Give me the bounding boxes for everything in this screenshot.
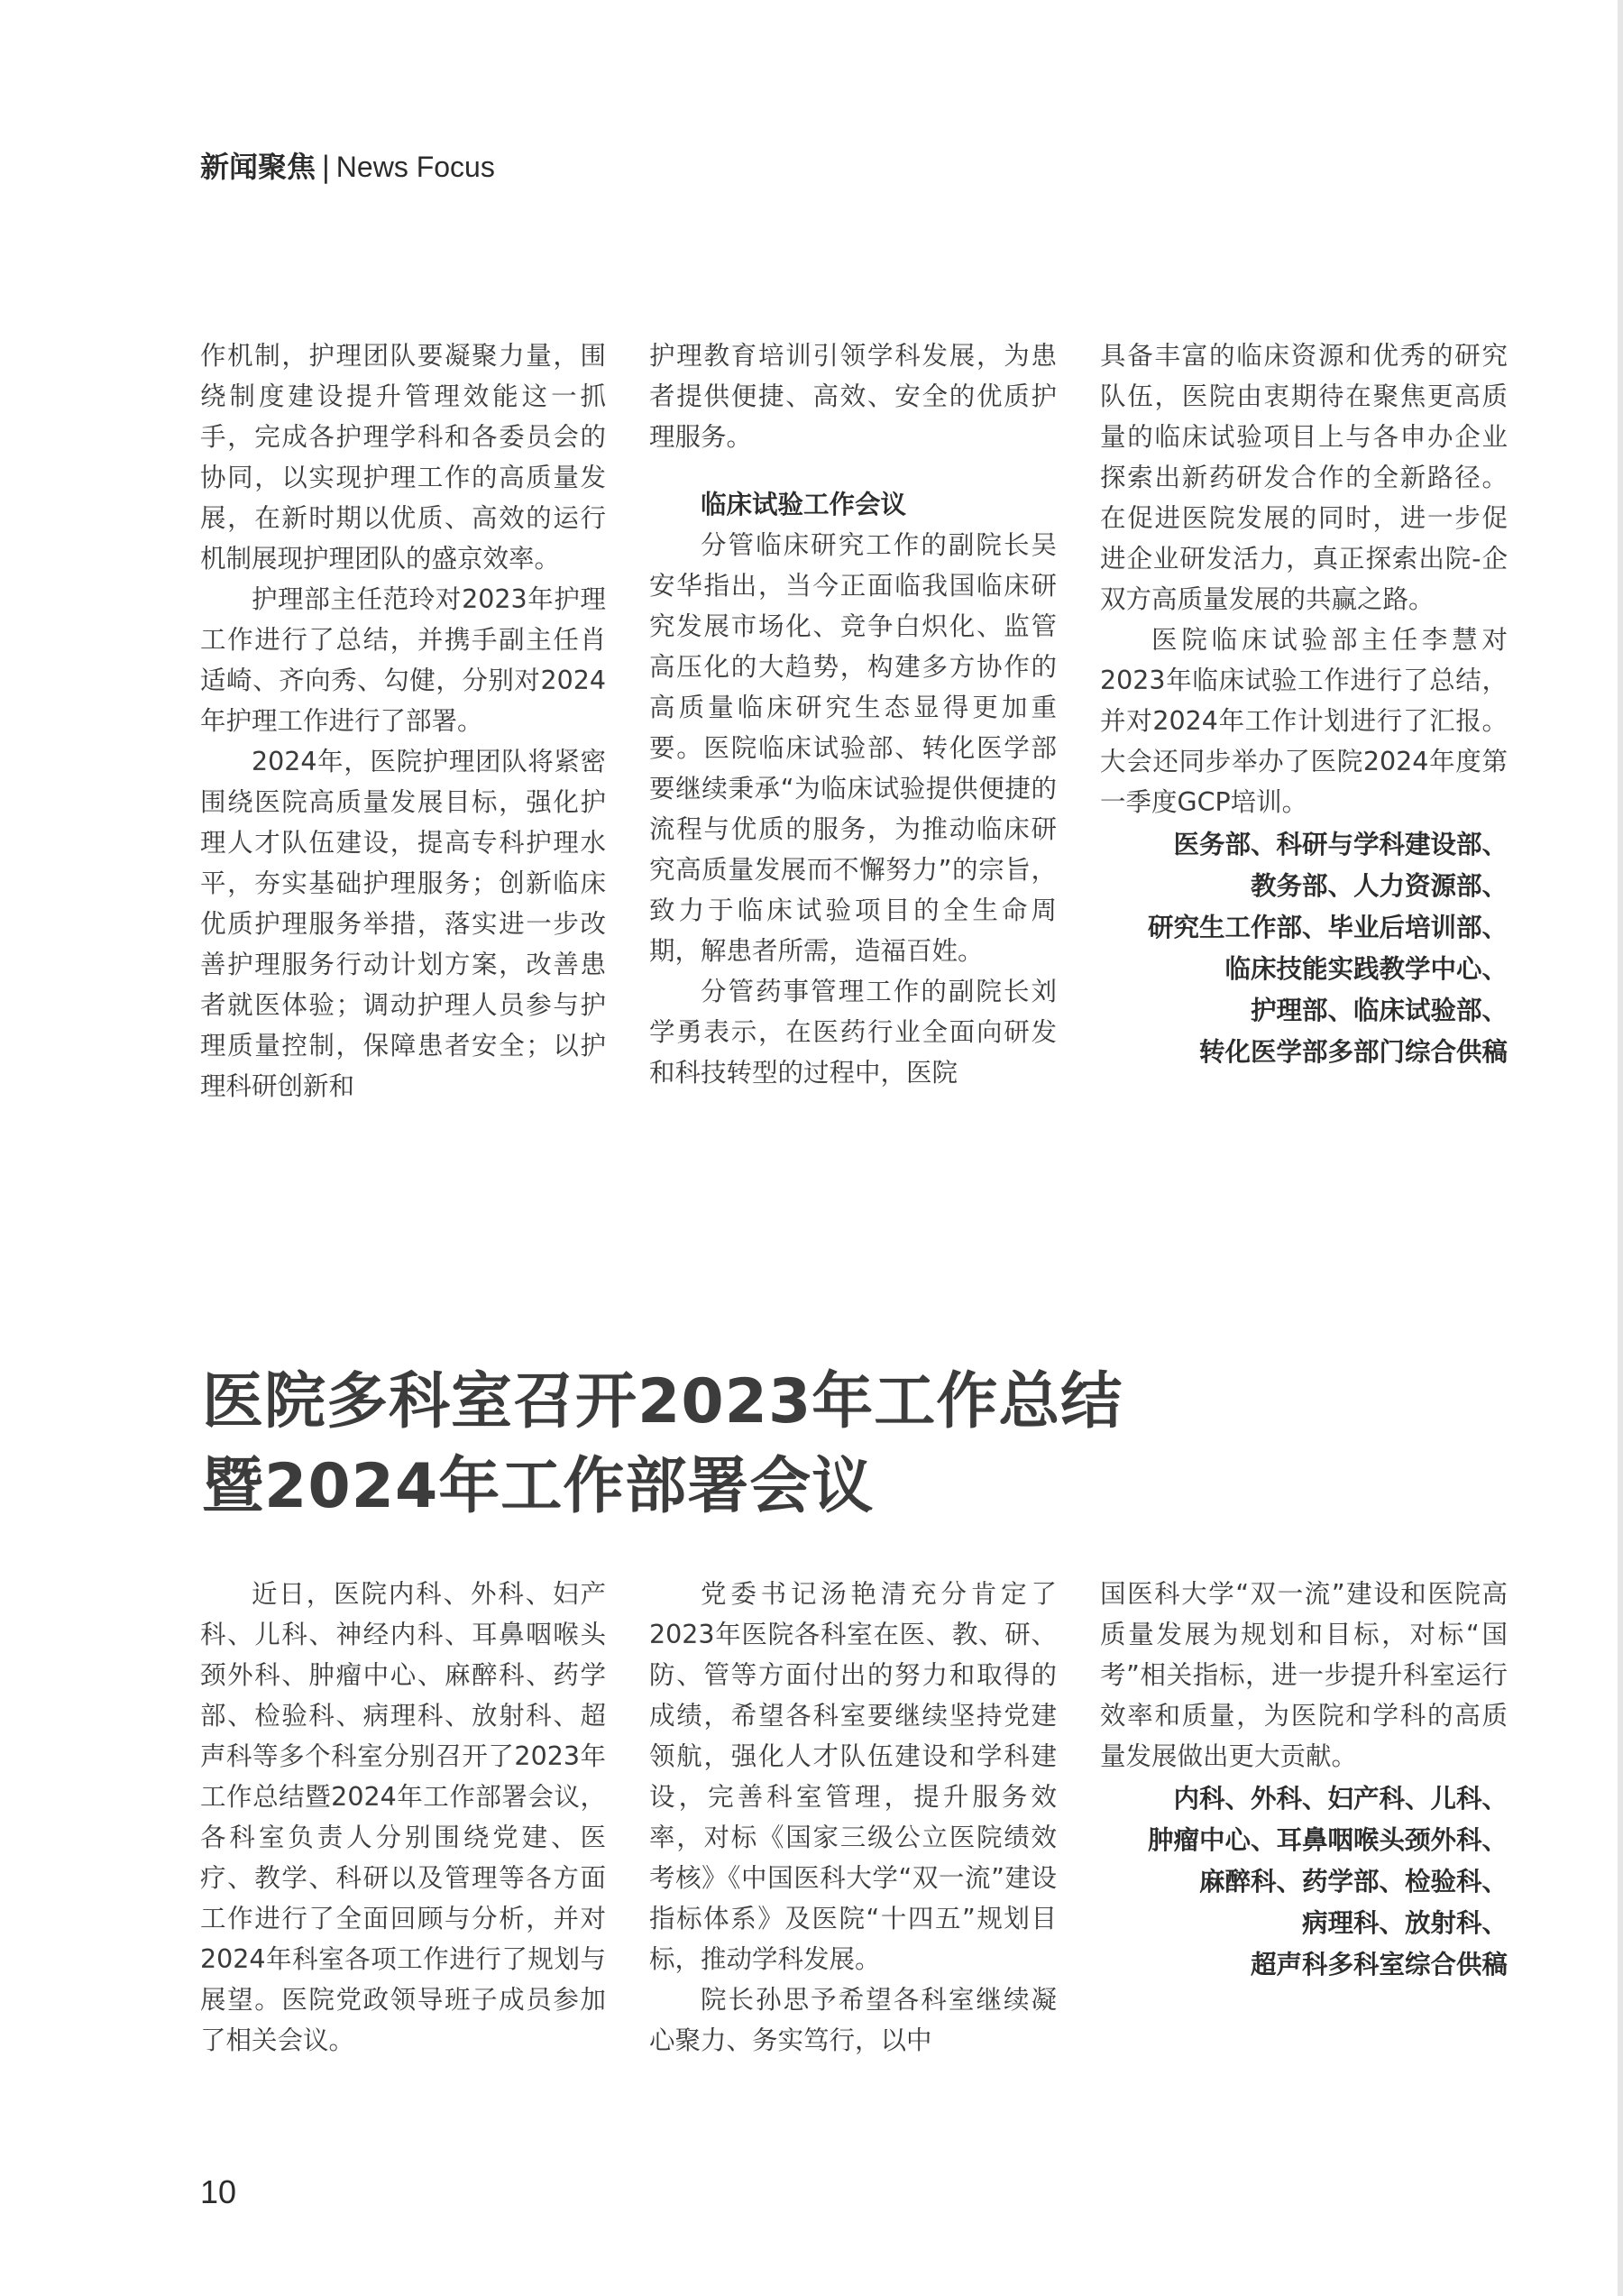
- article2-column-2: [649, 1574, 1057, 2061]
- credit-line: 教务部、人力资源部、: [1250, 871, 1508, 901]
- section-separator: |: [321, 150, 331, 184]
- article2-credits: [1100, 1778, 1508, 1986]
- credit-line: 研究生工作部、毕业后培训部、: [1147, 913, 1508, 942]
- paragraph: 护理教育培训引领学科发展，为患者提供便捷、高效、安全的优质护理服务。: [649, 341, 1057, 452]
- paragraph: 护理部主任范玲对2023年护理工作进行了总结，并携手副主任肖适崎、齐向秀、勾健，分别对2024年护理工作进行了部署。: [200, 584, 606, 736]
- paragraph: 分管药事管理工作的副院长刘学勇表示，在医药行业全面向研发和科技转型的过程中，医院: [649, 977, 1057, 1088]
- article1-credits: [1100, 824, 1508, 1073]
- subheading: 临床试验工作会议: [701, 490, 907, 519]
- paragraph: 院长孙思予希望各科室继续凝心聚力、务实笃行，以中: [649, 1985, 1057, 2055]
- paragraph: 作机制，护理团队要凝聚力量，围绕制度建设提升管理效能这一抓手，完成各护理学科和各委员会的协同，以实现护理工作的高质量发展，在新时期以优质、高效的运行机制展现护理团队的盛京效率。: [200, 341, 606, 574]
- page-number: 10: [200, 2173, 237, 2210]
- article1-column-2: [649, 335, 1057, 1093]
- article1-column-1: [200, 335, 606, 1107]
- title-line: 暨2024年工作部署会议: [202, 1451, 875, 1522]
- credit-line: 护理部、临床试验部、: [1250, 996, 1508, 1025]
- section-title-en: News Focus: [335, 151, 495, 183]
- article2-column-3: [1100, 1574, 1508, 1986]
- section-header: [200, 144, 495, 186]
- page-edge-divider: [1618, 0, 1623, 2296]
- section-title-cn: 新闻聚焦: [200, 150, 316, 184]
- credit-line: 麻醉科、药学部、检验科、: [1198, 1867, 1508, 1896]
- paragraph: 具备丰富的临床资源和优秀的研究队伍，医院由衷期待在聚焦更高质量的临床试验项目上与各申办企业探索出新药研发合作的全新路径。在促进医院发展的同时，进一步促进企业研发活力，真正探索出院-企双方高质量发展的共赢之路。: [1100, 341, 1508, 614]
- credit-line: 超声科多科室综合供稿: [1250, 1950, 1508, 1979]
- credit-line: 病理科、放射科、: [1301, 1908, 1508, 1938]
- paragraph: 2024年，医院护理团队将紧密围绕医院高质量发展目标，强化护理人才队伍建设，提高专科护理水平，夯实基础护理服务；创新临床优质护理服务举措，落实进一步改善护理服务行动计划方案，改善患者就医体验；调动护理人员参与护理质量控制，保障患者安全；以护理科研创新和: [200, 747, 606, 1101]
- paragraph: 医院临床试验部主任李慧对2023年临床试验工作进行了总结，并对2024年工作计划进行了汇报。大会还同步举办了医院2024年度第一季度GCP培训。: [1100, 625, 1508, 817]
- credit-line: 肿瘤中心、耳鼻咽喉头颈外科、: [1147, 1825, 1508, 1855]
- title-line: 医院多科室召开2023年工作总结: [202, 1366, 1123, 1437]
- article2-column-1: [200, 1574, 606, 2061]
- article2-title: [202, 1360, 1123, 1529]
- credit-line: 内科、外科、妇产科、儿科、: [1173, 1784, 1508, 1814]
- paragraph: 近日，医院内科、外科、妇产科、儿科、神经内科、耳鼻咽喉头颈外科、肿瘤中心、麻醉科、药学部、检验科、病理科、放射科、超声科等多个科室分别召开了2023年工作总结暨2024年工作部署会议，各科室负责人分别围绕党建、医疗、教学、科研以及管理等各方面工作进行了全面回顾与分析，并对2024年科室各项工作进行了规划与展望。医院党政领导班子成员参加了相关会议。: [200, 1579, 606, 2055]
- credit-line: 临床技能实践教学中心、: [1224, 954, 1508, 984]
- credit-line: 转化医学部多部门综合供稿: [1198, 1037, 1508, 1067]
- credit-line: 医务部、科研与学科建设部、: [1173, 830, 1508, 859]
- paragraph: 分管临床研究工作的副院长吴安华指出，当今正面临我国临床研究发展市场化、竞争白炽化、监管高压化的大趋势，构建多方协作的高质量临床研究生态显得更加重要。医院临床试验部、转化医学部要继续秉承“为临床试验提供便捷的流程与优质的服务，为推动临床研究高质量发展而不懈努力”的宗旨，致力于临床试验项目的全生命周期，解患者所需，造福百姓。: [649, 530, 1057, 966]
- paragraph: 党委书记汤艳清充分肯定了2023年医院各科室在医、教、研、防、管等方面付出的努力和取得的成绩，希望各科室要继续坚持党建领航，强化人才队伍建设和学科建设，完善科室管理，提升服务效率，对标《国家三级公立医院绩效考核》《中国医科大学“双一流”建设指标体系》及医院“十四五”规划目标，推动学科发展。: [649, 1579, 1057, 1974]
- article1-column-3: [1100, 335, 1508, 1073]
- paragraph: 国医科大学“双一流”建设和医院高质量发展为规划和目标，对标“国考”相关指标，进一步提升科室运行效率和质量，为医院和学科的高质量发展做出更大贡献。: [1100, 1579, 1508, 1771]
